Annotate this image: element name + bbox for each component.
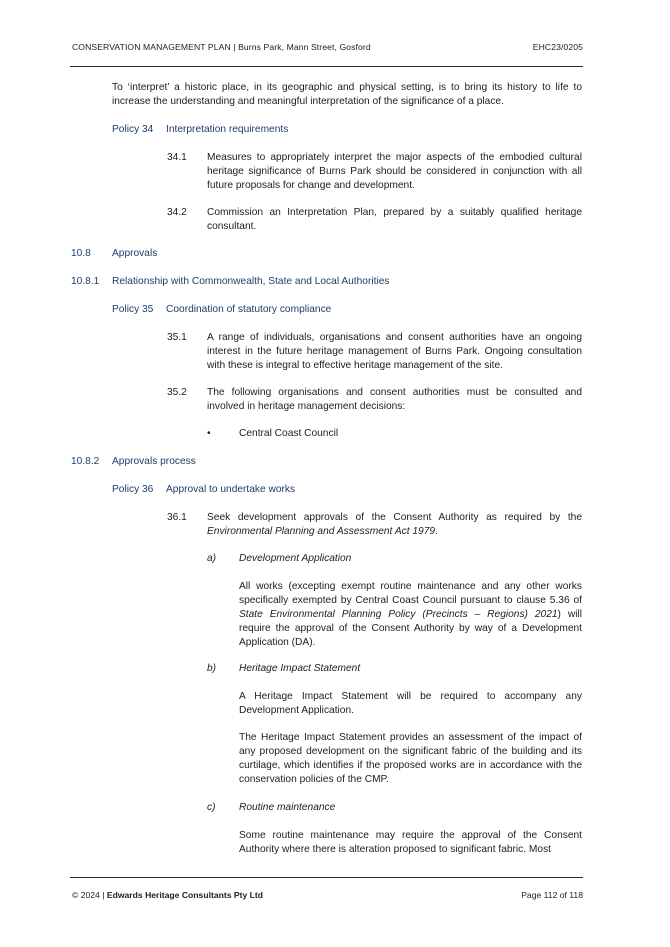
- sub-clause-text: [239, 580, 582, 650]
- clause-number: 35.1: [167, 332, 187, 343]
- section-title: Approvals: [112, 248, 158, 259]
- act-title: Environmental Planning and Assessment Act 1979: [207, 526, 436, 537]
- section-10-8-heading: [71, 247, 157, 261]
- clause-text-end: .: [435, 526, 438, 537]
- section-number: 10.8.1: [71, 276, 100, 287]
- policy-35-heading: [112, 303, 331, 317]
- policy-title: Coordination of statutory compliance: [166, 304, 332, 315]
- page-number: Page 112 of 118: [521, 890, 583, 900]
- sub-clause-label: a): [207, 553, 217, 564]
- clause-number: 36.1: [167, 512, 187, 523]
- policy-label: Policy 34: [112, 124, 154, 135]
- footer-rule: [70, 877, 583, 878]
- section-title: Relationship with Commonwealth, State and Local Authorities: [112, 276, 390, 287]
- section-number: 10.8.2: [71, 456, 100, 467]
- section-number: 10.8: [71, 248, 91, 259]
- section-10-8-1-heading: [71, 275, 389, 289]
- bullet-marker: •: [207, 428, 211, 439]
- clause-text: Measures to appropriately interpret the major aspects of the embodied cultural heritage significance of Burns Park should be considered in conjunction with all future proposals for change and development.: [207, 152, 582, 191]
- company-name: Edwards Heritage Consultants Pty Ltd: [106, 890, 264, 900]
- clause-text-part: Seek development approvals of the Consent Authority as required by the: [207, 512, 582, 523]
- clause-text: A range of individuals, organisations and consent authorities have an ongoing interest in the future heritage management of Burns Park. Ongoing consultation with these is integral to effective heritage management of the site.: [207, 332, 582, 371]
- sub-clause-label: c): [207, 802, 216, 813]
- section-title: Approvals process: [112, 456, 196, 467]
- header-title: CONSERVATION MANAGEMENT PLAN | Burns Park, Mann Street, Gosford: [72, 42, 371, 52]
- policy-36-heading: [112, 483, 295, 497]
- clause-text: [207, 511, 582, 539]
- sub-clause-text: A Heritage Impact Statement will be required to accompany any Development Application.: [239, 691, 582, 716]
- sub-clause-text: The Heritage Impact Statement provides an assessment of the impact of any proposed development on the significant fabric of the building and its curtilage, which identifies if the proposed works are in accordance with the conservation policies of the CMP.: [239, 732, 582, 785]
- sub-clause-label: b): [207, 663, 217, 674]
- header-rule: [70, 66, 583, 67]
- clause-text: The following organisations and consent authorities must be consulted and involved in heritage management decisions:: [207, 387, 582, 412]
- policy-title: Interpretation requirements: [166, 124, 289, 135]
- sub-clause-text: Some routine maintenance may require the approval of the Consent Authority where there is alteration proposed to significant fabric. Most: [239, 830, 582, 855]
- sub-clause-text-part: ) will require the approval of the Consent Authority by way of a Development Application (DA).: [239, 609, 583, 648]
- clause-number: 34.1: [167, 152, 187, 163]
- copyright-text: © 2024 |: [72, 890, 107, 900]
- clause-text: Commission an Interpretation Plan, prepared by a suitably qualified heritage consultant.: [207, 207, 582, 232]
- sub-clause-title: Development Application: [239, 553, 352, 564]
- sub-clause-title: Routine maintenance: [239, 802, 336, 813]
- bullet-item: Central Coast Council: [239, 428, 339, 439]
- policy-title: Approval to undertake works: [166, 484, 296, 495]
- policy-reference: State Environmental Planning Policy (Precincts – Regions) 2021: [239, 609, 558, 620]
- clause-number: 34.2: [167, 207, 187, 218]
- footer-copyright: [72, 890, 263, 900]
- policy-label: Policy 35: [112, 304, 154, 315]
- sub-clause-title: Heritage Impact Statement: [239, 663, 361, 674]
- policy-34-heading: [112, 123, 288, 137]
- intro-paragraph: To ‘interpret’ a historic place, in its geographic and physical setting, is to bring its history to life to increase the understanding and meaningful interpretation of the significance of a place.: [112, 82, 582, 107]
- sub-clause-text-part: All works (excepting exempt routine maintenance and any other works specifically exempted by Central Coast Council pursuant to clause 5.36 of: [239, 581, 582, 606]
- clause-number: 35.2: [167, 387, 187, 398]
- header-doc-ref: EHC23/0205: [532, 42, 583, 52]
- policy-label: Policy 36: [112, 484, 154, 495]
- section-10-8-2-heading: [71, 455, 196, 469]
